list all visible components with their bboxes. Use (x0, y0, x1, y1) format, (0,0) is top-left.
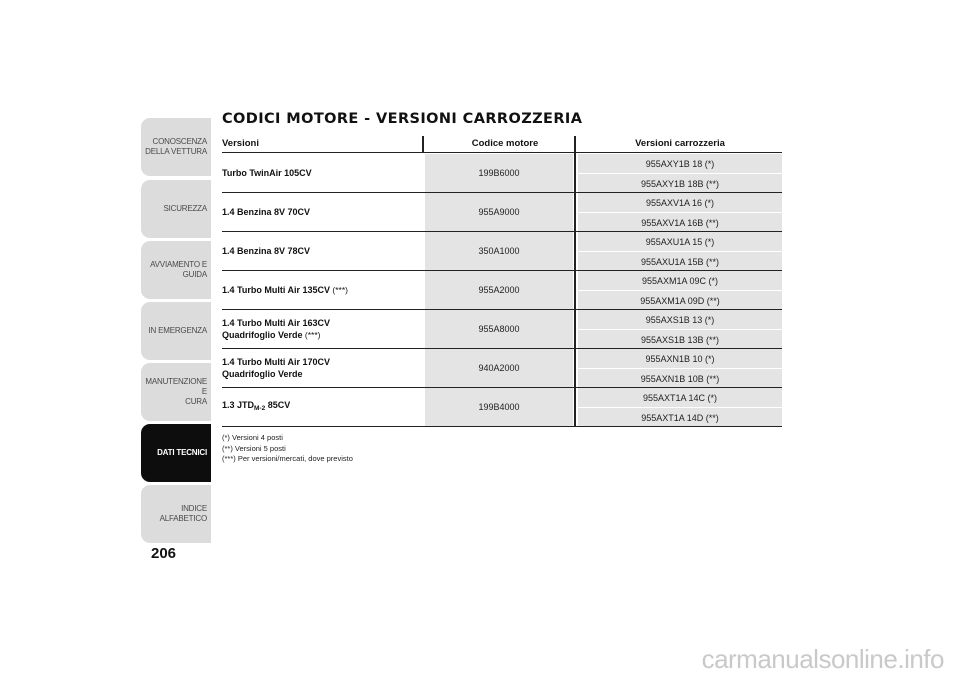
header-codice-motore: Codice motore (471, 138, 539, 149)
tab-label: DATI TECNICI (157, 448, 207, 457)
engine-code-cell: 199B6000 (425, 154, 573, 192)
version-name-cell (222, 193, 422, 231)
body-version-cell: 955AXN1B 10 (*) (578, 349, 782, 368)
version-name-cell (222, 154, 422, 192)
version-name-cell (222, 349, 422, 387)
tab-label: AVVIAMENTO E GUIDA (150, 260, 207, 279)
body-version-cell: 955AXU1A 15B (**) (578, 252, 782, 271)
body-version-cell: 955AXT1A 14D (**) (578, 408, 782, 427)
version-name: 1.3 JTD (222, 400, 255, 410)
tab-indice[interactable] (141, 485, 211, 543)
version-note: (***) (302, 330, 321, 340)
engine-code-cell: 955A8000 (425, 310, 573, 348)
version-subscript: M-2 (254, 405, 266, 412)
engine-code-cell: 350A1000 (425, 232, 573, 270)
footnotes (222, 433, 353, 465)
version-name: 1.4 Turbo Multi Air 163CV (222, 318, 331, 328)
tab-label: CONOSCENZA DELLA VETTURA (145, 137, 207, 156)
body-version-cell: 955AXY1B 18B (**) (578, 174, 782, 193)
tab-dati-tecnici[interactable] (141, 424, 211, 482)
column-divider (574, 136, 576, 427)
body-version-cell: 955AXS1B 13B (**) (578, 330, 782, 349)
row-divider (222, 426, 782, 427)
footnote: (*) Versioni 4 posti (222, 433, 283, 442)
tab-label: MANUTENZIONE E CURA (145, 377, 207, 406)
body-version-cell: 955AXS1B 13 (*) (578, 310, 782, 329)
tab-avviamento[interactable] (141, 241, 211, 299)
version-suffix: 85CV (265, 400, 291, 410)
version-name: 1.4 Benzina 8V 70CV (222, 207, 311, 217)
section-title: CODICI MOTORE - VERSIONI CARROZZERIA (222, 111, 583, 127)
body-version-cell: 955AXM1A 09C (*) (578, 271, 782, 290)
body-version-cell: 955AXU1A 15 (*) (578, 232, 782, 251)
column-divider (422, 136, 424, 152)
tab-sicurezza[interactable] (141, 180, 211, 238)
footnote: (***) Per versioni/mercati, dove previsto (222, 454, 353, 463)
header-versioni-carrozzeria: Versioni carrozzeria (635, 138, 725, 149)
version-name-line2: Quadrifoglio Verde (222, 330, 303, 340)
page-number: 206 (151, 545, 177, 562)
body-version-cell: 955AXT1A 14C (*) (578, 388, 782, 407)
header-divider (222, 152, 782, 153)
tab-emergenza[interactable] (141, 302, 211, 360)
footnote: (**) Versioni 5 posti (222, 443, 286, 453)
body-version-cell: 955AXV1A 16B (**) (578, 213, 782, 232)
watermark: carmanualsonline.info (701, 644, 944, 674)
version-name: 1.4 Turbo Multi Air 170CV (222, 357, 331, 367)
version-name-cell (222, 271, 422, 309)
tab-label: IN EMERGENZA (148, 326, 207, 335)
version-name: 1.4 Benzina 8V 78CV (222, 246, 311, 256)
header-versioni: Versioni (222, 138, 259, 149)
body-version-cell: 955AXV1A 16 (*) (578, 193, 782, 212)
tab-conoscenza[interactable] (141, 118, 211, 176)
body-version-cell: 955AXM1A 09D (**) (578, 291, 782, 310)
version-name: 1.4 Turbo Multi Air 135CV (222, 285, 331, 295)
engine-code-cell: 940A2000 (425, 349, 573, 387)
tab-label: INDICE ALFABETICO (159, 504, 207, 523)
body-version-cell: 955AXN1B 10B (**) (578, 369, 782, 388)
tab-manutenzione[interactable] (141, 363, 211, 421)
version-name-cell (222, 310, 422, 348)
engine-code-cell: 955A2000 (425, 271, 573, 309)
version-note: (***) (330, 285, 348, 295)
version-name-cell (222, 388, 422, 426)
version-name: Turbo TwinAir 105CV (222, 168, 312, 178)
engine-code-cell: 199B4000 (425, 388, 573, 426)
engine-code-cell: 955A9000 (425, 193, 573, 231)
version-name-line2: Quadrifoglio Verde (222, 369, 303, 379)
version-name-cell (222, 232, 422, 270)
tab-label: SICUREZZA (163, 204, 207, 213)
body-version-cell: 955AXY1B 18 (*) (578, 154, 782, 173)
